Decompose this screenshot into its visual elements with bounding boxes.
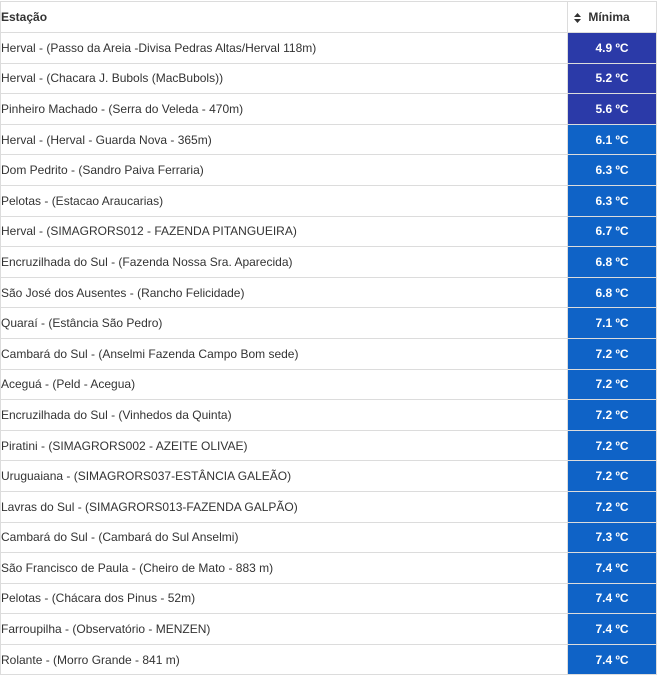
table-row xyxy=(1,400,657,431)
minimum-temperature: 6.8 ºC xyxy=(568,247,657,278)
minimum-temperature: 7.2 ºC xyxy=(568,461,657,492)
minimum-temperature: 7.4 ºC xyxy=(568,614,657,645)
table-row xyxy=(1,247,657,278)
station-name: Pelotas - (Chácara dos Pinus - 52m) xyxy=(1,583,568,614)
station-name: Encruzilhada do Sul - (Fazenda Nossa Sra. Aparecida) xyxy=(1,247,568,278)
minimum-temperature: 7.2 ºC xyxy=(568,491,657,522)
table-row xyxy=(1,155,657,186)
minimum-temperature: 7.2 ºC xyxy=(568,338,657,369)
station-name: Herval - (Chacara J. Bubols (MacBubols)) xyxy=(1,63,568,94)
table-row xyxy=(1,491,657,522)
station-name: Lavras do Sul - (SIMAGRORS013-FAZENDA GALPÃO) xyxy=(1,491,568,522)
station-name: Pinheiro Machado - (Serra do Veleda - 470m) xyxy=(1,94,568,125)
station-name: Farroupilha - (Observatório - MENZEN) xyxy=(1,614,568,645)
minimum-temperature: 7.2 ºC xyxy=(568,369,657,400)
station-name: Rolante - (Morro Grande - 841 m) xyxy=(1,644,568,675)
station-name: Herval - (Passo da Areia -Divisa Pedras Altas/Herval 118m) xyxy=(1,33,568,64)
station-name: São Francisco de Paula - (Cheiro de Mato - 883 m) xyxy=(1,553,568,584)
station-name: Piratini - (SIMAGRORS002 - AZEITE OLIVAE) xyxy=(1,430,568,461)
minimum-temperature: 7.4 ºC xyxy=(568,583,657,614)
table-row xyxy=(1,185,657,216)
minimum-temperature: 7.2 ºC xyxy=(568,430,657,461)
table-row xyxy=(1,338,657,369)
table-row xyxy=(1,277,657,308)
header-station-label: Estação xyxy=(1,10,48,24)
minimum-temperature: 7.2 ºC xyxy=(568,400,657,431)
minimum-temperature: 6.1 ºC xyxy=(568,124,657,155)
table-row xyxy=(1,430,657,461)
table-row xyxy=(1,308,657,339)
station-name: Aceguá - (Peld - Acegua) xyxy=(1,369,568,400)
table-row xyxy=(1,614,657,645)
table-row xyxy=(1,33,657,64)
station-name: Encruzilhada do Sul - (Vinhedos da Quinta) xyxy=(1,400,568,431)
header-station[interactable] xyxy=(1,2,568,33)
table-row xyxy=(1,583,657,614)
table-row xyxy=(1,94,657,125)
minimum-temperature: 7.4 ºC xyxy=(568,644,657,675)
minimum-temperature: 7.3 ºC xyxy=(568,522,657,553)
station-name: São José dos Ausentes - (Rancho Felicidade) xyxy=(1,277,568,308)
sort-icon xyxy=(574,13,582,23)
station-name: Pelotas - (Estacao Araucarias) xyxy=(1,185,568,216)
header-minimum-label: Mínima xyxy=(588,10,630,24)
station-name: Herval - (Herval - Guarda Nova - 365m) xyxy=(1,124,568,155)
minimum-temperature: 7.1 ºC xyxy=(568,308,657,339)
minimum-temperature: 7.4 ºC xyxy=(568,553,657,584)
station-name: Dom Pedrito - (Sandro Paiva Ferraria) xyxy=(1,155,568,186)
station-name: Cambará do Sul - (Anselmi Fazenda Campo Bom sede) xyxy=(1,338,568,369)
stations-table xyxy=(0,1,657,675)
table-header-row xyxy=(1,2,657,33)
table-row xyxy=(1,553,657,584)
minimum-temperature: 6.7 ºC xyxy=(568,216,657,247)
minimum-temperature: 6.8 ºC xyxy=(568,277,657,308)
station-name: Quaraí - (Estância São Pedro) xyxy=(1,308,568,339)
table-row xyxy=(1,63,657,94)
table-row xyxy=(1,461,657,492)
minimum-temperature: 5.6 ºC xyxy=(568,94,657,125)
station-name: Cambará do Sul - (Cambará do Sul Anselmi) xyxy=(1,522,568,553)
minimum-temperature: 5.2 ºC xyxy=(568,63,657,94)
header-minimum[interactable] xyxy=(568,2,657,33)
minimum-temperature: 4.9 ºC xyxy=(568,33,657,64)
minimum-temperature: 6.3 ºC xyxy=(568,185,657,216)
station-name: Uruguaiana - (SIMAGRORS037-ESTÂNCIA GALEÃO) xyxy=(1,461,568,492)
table-row xyxy=(1,124,657,155)
table-row xyxy=(1,644,657,675)
minimum-temperature: 6.3 ºC xyxy=(568,155,657,186)
table-body xyxy=(1,33,657,675)
table-row xyxy=(1,216,657,247)
station-name: Herval - (SIMAGRORS012 - FAZENDA PITANGUEIRA) xyxy=(1,216,568,247)
table-row xyxy=(1,522,657,553)
table-row xyxy=(1,369,657,400)
